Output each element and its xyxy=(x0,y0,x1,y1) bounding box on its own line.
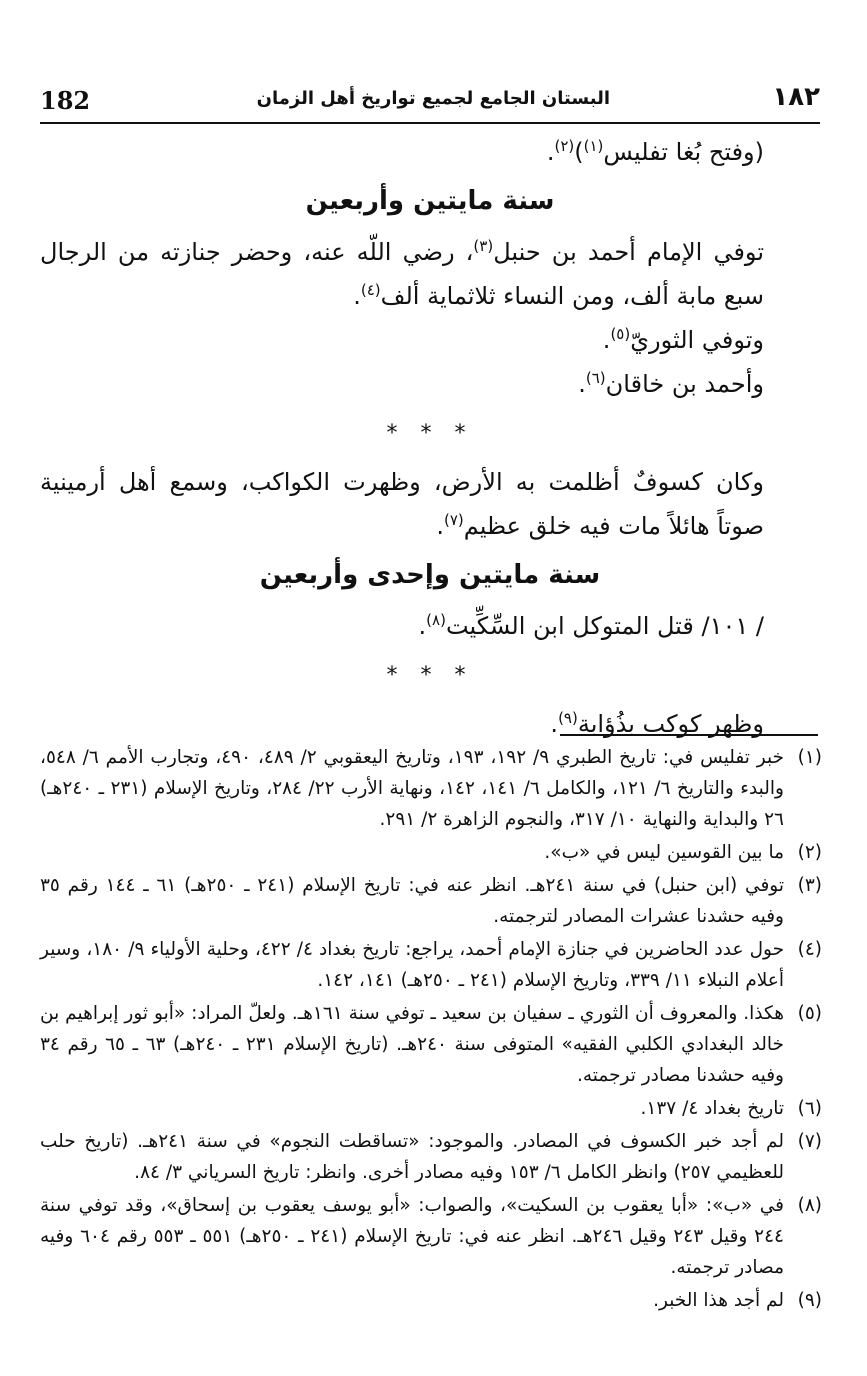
text: ، رضي اللّه عنه، وحضر جنازته من الرجال سبع مابة ألف، ومن النساء ثلاثماية ألف xyxy=(40,238,764,310)
text: (وفتح بُغا تفليس xyxy=(603,138,764,166)
text: . xyxy=(353,282,361,310)
section-divider-stars: * * * xyxy=(386,421,474,446)
footnote-text: ما بين القوسين ليس في «ب». xyxy=(544,842,784,863)
footnote-ref: (٢) xyxy=(554,137,575,155)
footnote-3 xyxy=(40,870,822,932)
text: توفي الإمام أحمد بن حنبل xyxy=(493,238,765,266)
text: . xyxy=(546,138,555,166)
text: وظهر كوكب بذُؤابة xyxy=(577,710,764,738)
text: . xyxy=(602,326,611,354)
text: / ١٠١/ قتل المتوكل ابن السِّكِّيت xyxy=(445,612,764,640)
footnote-number: (٦) xyxy=(797,1098,822,1119)
footnote-ref: (٧) xyxy=(443,511,464,529)
footnote-text: لم أجد هذا الخبر. xyxy=(653,1290,784,1311)
text: . xyxy=(418,612,427,640)
footnote-ref: (١) xyxy=(583,137,604,155)
running-title: البستان الجامع لجميع تواريخ أهل الزمان xyxy=(256,88,610,109)
text: وتوفي الثوريّ xyxy=(630,326,764,354)
footnote-8 xyxy=(40,1190,822,1283)
page-header xyxy=(40,82,820,124)
footnote-number: (٢) xyxy=(797,842,822,863)
footnote-number: (٣) xyxy=(797,875,822,896)
footnote-text: تاريخ بغداد ٤/ ١٣٧. xyxy=(640,1098,784,1119)
paragraph-taflis xyxy=(40,130,820,174)
footnote-number: (٥) xyxy=(797,1003,822,1024)
footnote-ref: (٥) xyxy=(610,325,631,343)
main-text xyxy=(40,130,820,746)
footnote-text: حول عدد الحاضرين في جنازة الإمام أحمد، يراجع: تاريخ بغداد ٤/ ٤٢٢، وحلية الأولياء ٩/ ١٨٠، وسير أعلام النبلاء ١١/ ٣٣٩، وتاريخ الإسلام (٢٤١ ـ ٢٥٠هـ) ١٤١، ١٤٢. xyxy=(40,939,785,991)
footnote-9 xyxy=(40,1285,822,1316)
footnote-1 xyxy=(40,742,822,835)
text: . xyxy=(550,710,559,738)
footnote-text: لم أجد خبر الكسوف في المصادر. والموجود: «تساقطت النجوم» في سنة ٢٤١هـ. (تاريخ حلب للعظيمي ٢٥٧) وانظر الكامل ٦/ ١٥٣ وفيه مصادر أخرى. وانظر: تاريخ السرياني ٣/ ٨٤. xyxy=(40,1131,784,1183)
paragraph-thawri xyxy=(40,318,820,362)
footnote-5 xyxy=(40,998,822,1091)
footnote-ref: (٩) xyxy=(558,709,578,727)
footnote-number: (٨) xyxy=(797,1195,822,1216)
page-number-arabic: ١٨٢ xyxy=(772,82,820,112)
year-heading-240: سنة مايتين وأربعين xyxy=(305,186,555,216)
footnote-separator xyxy=(560,734,818,736)
footnote-ref: (٣) xyxy=(473,237,494,255)
footnote-number: (٧) xyxy=(797,1131,822,1152)
paragraph-ibn-sikkit xyxy=(40,604,820,648)
text: . xyxy=(436,512,444,540)
footnote-text: خبر تفليس في: تاريخ الطبري ٩/ ١٩٢، ١٩٣، وتاريخ اليعقوبي ٢/ ٤٨٩، ٤٩٠، وتجارب الأمم ٦/ ٥٤٨، والبدء والتاريخ ٦/ ١٢١، والكامل ٦/ ١٤١، ١٤٢، ونهاية الأرب ٢٢/ ٢٨٤، وتاريخ الإسلام (٢٣١ ـ ٢٤٠هـ) ٢٦ والبداية والنهاية ١٠/ ٣١٧، والنجوم الزاهرة ٢/ ٢٩١. xyxy=(40,747,784,830)
footnote-ref: (٤) xyxy=(360,281,381,299)
text: . xyxy=(578,370,586,398)
year-heading-241: سنة مايتين وإحدى وأربعين xyxy=(259,560,601,590)
footnote-text: هكذا. والمعروف أن الثوري ـ سفيان بن سعيد ـ توفي سنة ١٦١هـ. ولعلّ المراد: «أبو ثور إبراهيم بن خالد البغدادي الكلبي الفقيه» المتوفى سنة ٢٤٠هـ. (تاريخ الإسلام ٢٣١ ـ ٢٤٠هـ) ٦٣ ـ ٦٥ رقم ٣٤ وفيه حشدنا مصادر ترجمته. xyxy=(40,1003,784,1086)
footnote-number: (٤) xyxy=(797,939,822,960)
text: وأحمد بن خاقان xyxy=(605,370,764,398)
paragraph-eclipse xyxy=(40,460,820,548)
footnote-4 xyxy=(40,934,822,996)
footnote-7 xyxy=(40,1126,822,1188)
footnote-ref: (٨) xyxy=(426,611,446,629)
footnote-ref: (٦) xyxy=(585,369,606,387)
paragraph-ibn-hanbal xyxy=(40,230,820,318)
footnote-number: (١) xyxy=(797,747,822,768)
footnote-text: توفي (ابن حنبل) في سنة ٢٤١هـ. انظر عنه في: تاريخ الإسلام (٢٤١ ـ ٢٥٠هـ) ٦١ ـ ١٤٤ رقم ٣٥ وفيه حشدنا عشرات المصادر لترجمته. xyxy=(40,875,784,927)
footnote-number: (٩) xyxy=(797,1290,822,1311)
page-number-latin: 182 xyxy=(40,86,91,115)
paragraph-khaqan xyxy=(40,362,820,406)
footnote-6 xyxy=(40,1093,822,1124)
section-divider-stars: * * * xyxy=(386,663,474,688)
text: ) xyxy=(574,138,584,166)
paragraph-comet xyxy=(40,702,820,746)
text: وكان كسوفٌ أظلمت به الأرض، وظهرت الكواكب، وسمع أهل أرمينية صوتاً هائلاً مات فيه خلق عظيم xyxy=(40,468,764,540)
footnote-text: في «ب»: «أبا يعقوب بن السكيت»، والصواب: «أبو يوسف يعقوب بن إسحاق»، وقد توفي سنة ٢٤٤ وقيل ٢٤٣ وقيل ٢٤٦هـ. انظر عنه في: تاريخ الإسلام (٢٤١ ـ ٢٥٠هـ) ٥٥١ ـ ٥٥٣ رقم ٦٠٤ وفيه مصادر ترجمته. xyxy=(40,1195,784,1278)
footnotes xyxy=(40,742,822,1318)
footnote-2 xyxy=(40,837,822,868)
